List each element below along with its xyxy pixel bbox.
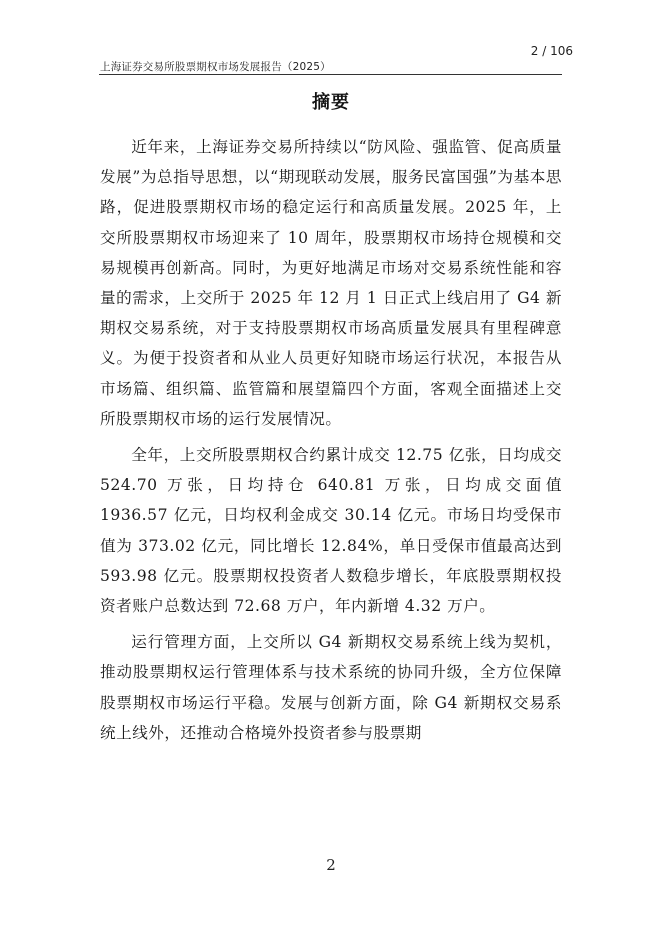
paragraph-intro: 近年来，上海证券交易所持续以“防风险、强监管、促高质量发展”为总指导思想，以“期现联动发展，服务民富国强”为基本思路，促进股票期权市场的稳定运行和高质量发展。2025 年，上交所股票期权市场迎来了 10 周年，股票期权市场持仓规模和交易规模再创新高。同时，为更好地满足市场对交易系统性能和容量的需求，上交所于 2025 年 12 月 1 日正式上线启用了 G4 新期权交易系统，对于支持股票期权市场高质量发展具有里程碑意义。为便于投资者和从业人员更好知晓市场运行状况，本报告从市场篇、组织篇、监管篇和展望篇四个方面，客观全面描述上交所股票期权市场的运行发展情况。 [100,138,562,428]
running-header-title: 上海证券交易所股票期权市场发展报告（2025） [100,61,331,73]
paragraph-operations: 运行管理方面，上交所以 G4 新期权交易系统上线为契机，推动股票期权运行管理体系与技术系统的协同升级，全方位保障股票期权市场运行平稳。发展与创新方面，除 G4 新期权交易系统上线外，还推动合格境外投资者参与股票期 [100,633,562,742]
header-divider [99,74,562,75]
footer-page-number: 2 [326,856,336,874]
section-heading: 摘要 [312,92,350,113]
paragraph-statistics: 全年，上交所股票期权合约累计成交 12.75 亿张，日均成交 524.70 万张，日均持仓 640.81 万张，日均成交面值 1936.57 亿元，日均权利金成交 30.14 亿元。市场日均受保市值为 373.02 亿元，同比增长 12.84%，单日受保市值最高达到 593.98 亿元。股票期权投资者人数稳步增长，年底股票期权投资者账户总数达到 72.68 万户，年内新增 4.32 万户。 [100,446,562,616]
body-text [100,132,562,754]
page-counter: 2 / 106 [530,44,573,58]
